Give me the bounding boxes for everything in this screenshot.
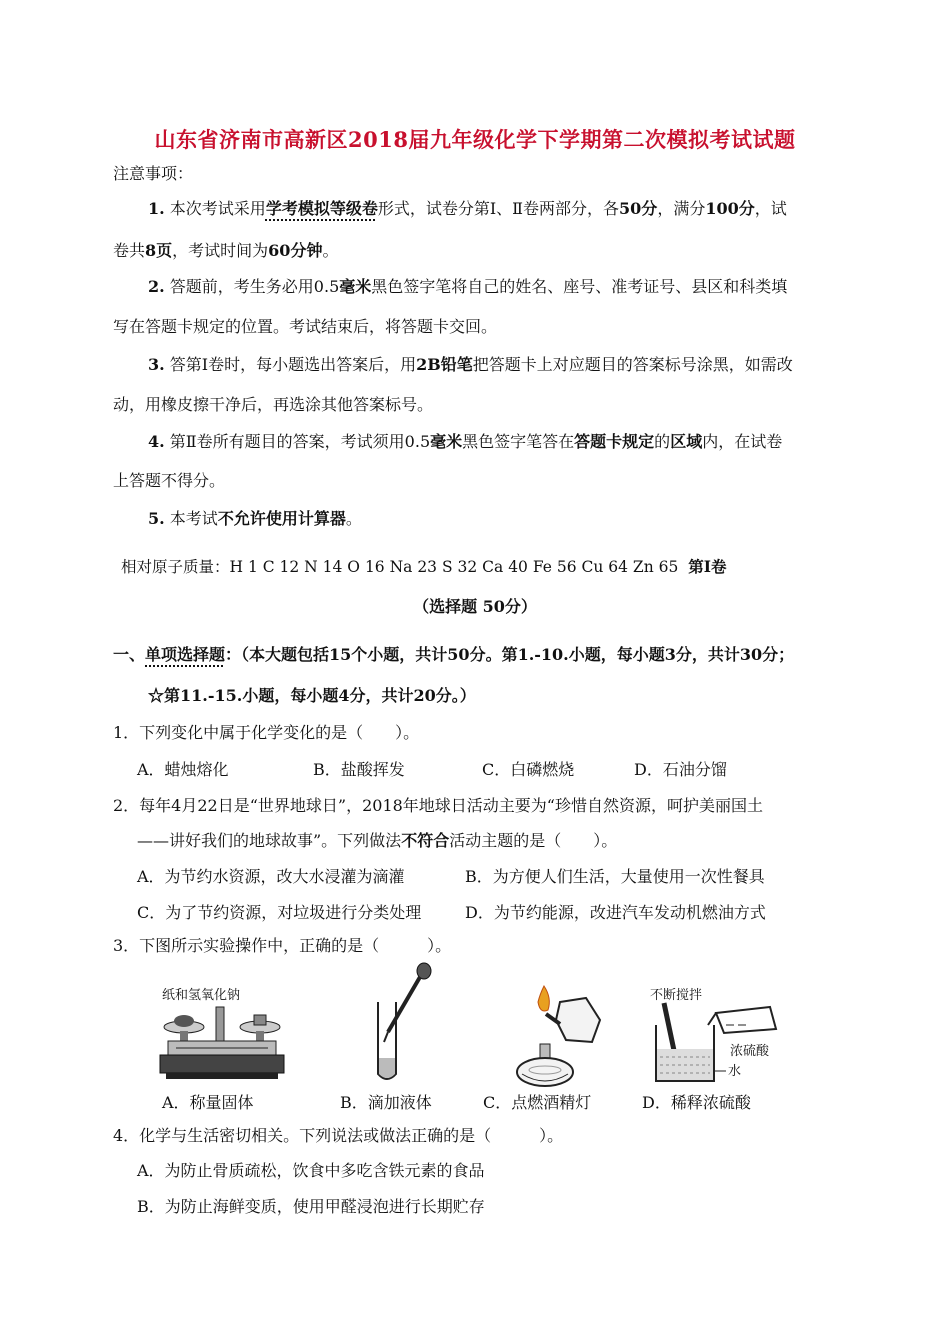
notice-item-2-line-1: 2. 答题前，考生务必用0.5毫米黑色签字笔将自己的姓名、座号、准考证号、县区和科类填 xyxy=(148,277,788,296)
exam-title: 山东省济南市高新区2018届九年级化学下学期第二次模拟考试试题 xyxy=(154,127,796,152)
notice-item-4-line-1: 4. 第Ⅱ卷所有题目的答案，考试须用0.5毫米黑色签字笔答在答题卡规定的区域内，在试卷 xyxy=(148,432,783,451)
section-1-heading-line-2: ☆第11.-15.小题，每小题4分，共计20分。） xyxy=(148,686,476,705)
dropper-illustration xyxy=(362,962,442,1084)
notice-item-1-line-1: 1. 本次考试采用学考模拟等级卷形式，试卷分第Ⅰ、Ⅱ卷两部分，各50分，满分100分，试 xyxy=(148,199,787,218)
notice-item-5: 5. 本考试不允许使用计算器。 xyxy=(148,509,362,528)
question-2-option-c: C．为了节约资源，对垃圾进行分类处理 xyxy=(137,903,422,922)
question-1-stem: 1．下列变化中属于化学变化的是（ ）。 xyxy=(113,723,420,742)
question-2-option-b: B．为方便人们生活，大量使用一次性餐具 xyxy=(465,867,765,886)
question-4-option-a: A．为防止骨质疏松，饮食中多吃含铁元素的食品 xyxy=(137,1161,485,1180)
stir-label: 不断搅拌 xyxy=(650,988,703,1003)
question-2-option-d: D．为节约能源，改进汽车发动机燃油方式 xyxy=(465,903,766,922)
question-4-stem: 4．化学与生活密切相关。下列说法或做法正确的是（ ）。 xyxy=(113,1126,564,1145)
notice-heading: 注意事项： xyxy=(113,164,194,183)
question-1-option-b: B．盐酸挥发 xyxy=(313,760,405,779)
atomic-mass-line: 相对原子质量：H 1 C 12 N 14 O 16 Na 23 S 32 Ca 40 Fe 56 Cu 64 Zn 65 第Ⅰ卷 xyxy=(121,557,727,576)
volume-subtitle: （选择题 50分） xyxy=(413,597,537,616)
notice-item-3-line-1: 3. 答第Ⅰ卷时，每小题选出答案后，用2B铅笔把答题卡上对应题目的答案标号涂黑，如需改 xyxy=(148,355,793,374)
notice-item-4-line-2: 上答题不得分。 xyxy=(113,471,226,490)
question-2-option-a: A．为节约水资源，改大水浸灌为滴灌 xyxy=(137,867,405,886)
question-3-option-c: C．点燃酒精灯 xyxy=(483,1093,592,1112)
acid-label: 浓硫酸 xyxy=(730,1044,770,1059)
alcohol-lamp-illustration xyxy=(500,980,610,1090)
question-1-option-c: C．白磷燃烧 xyxy=(482,760,575,779)
notice-item-2-line-2: 写在答题卡规定的位置。考试结束后，将答题卡交回。 xyxy=(113,317,498,336)
section-1-heading: 一、单项选择题：（本大题包括15个小题，共计50分。第1.-10.小题，每小题3分，共计30分； xyxy=(113,645,795,664)
balance-illustration xyxy=(150,985,290,1085)
question-3-stem: 3．下图所示实验操作中，正确的是（ ）。 xyxy=(113,936,452,955)
question-3-option-a: A．称量固体 xyxy=(162,1093,254,1112)
question-2-stem-line-2: ——讲好我们的地球故事”。下列做法不符合活动主题的是（ ）。 xyxy=(137,831,618,850)
question-4-option-b: B．为防止海鲜变质，使用甲醛浸泡进行长期贮存 xyxy=(137,1197,485,1216)
question-1-option-d: D．石油分馏 xyxy=(634,760,727,779)
question-2-stem: 2．每年4月22日是“世界地球日”，2018年地球日活动主要为“珍惜自然资源，呵护美丽国土 xyxy=(113,796,763,815)
question-3-option-b: B．滴加液体 xyxy=(340,1093,432,1112)
dilution-illustration xyxy=(650,985,790,1087)
water-label: 水 xyxy=(728,1064,742,1079)
notice-item-3-line-2: 动，用橡皮擦干净后，再选涂其他答案标号。 xyxy=(113,395,434,414)
question-1-option-a: A．蜡烛熔化 xyxy=(137,760,229,779)
notice-item-1-line-2: 卷共8页，考试时间为60分钟。 xyxy=(113,241,339,260)
balance-label: 纸和氢氧化钠 xyxy=(162,988,241,1003)
question-3-option-d: D．稀释浓硫酸 xyxy=(642,1093,751,1112)
